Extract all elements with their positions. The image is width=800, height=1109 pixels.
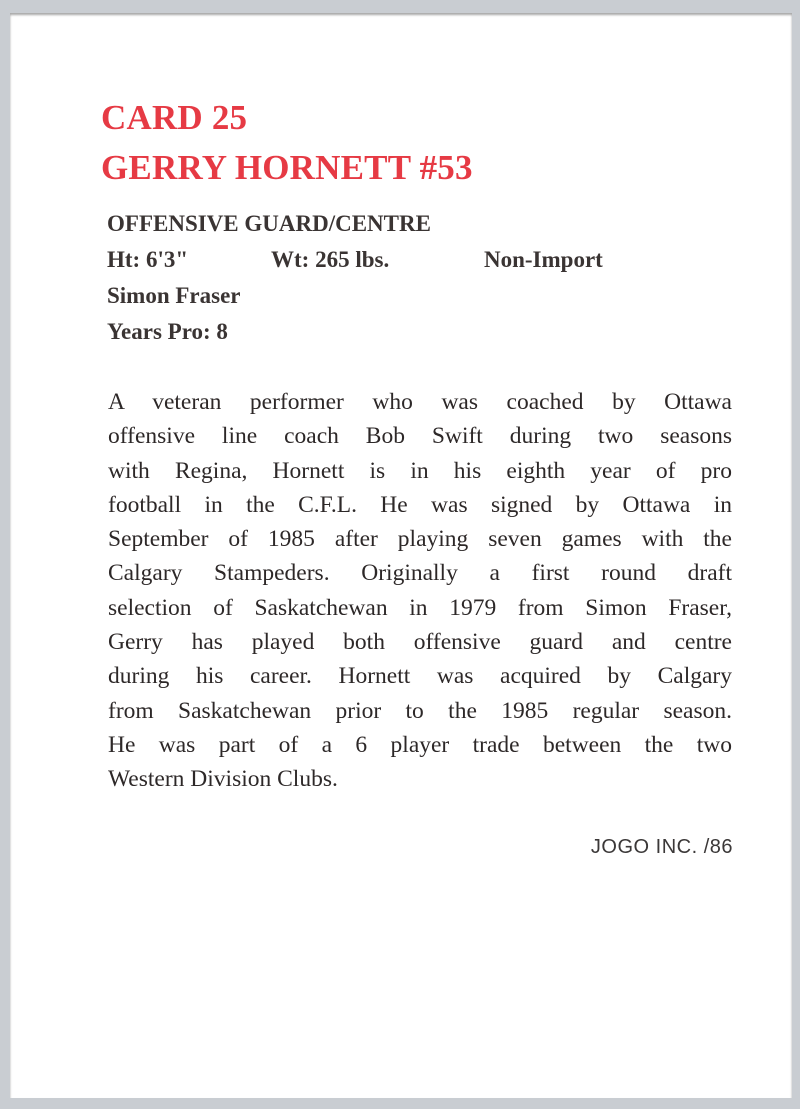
player-name-number: GERRY HORNETT #53 — [101, 148, 473, 187]
player-college: Simon Fraser — [107, 283, 241, 308]
player-measurements — [107, 242, 603, 278]
bio-line: A veteran performer who was coached by Ottawa — [108, 389, 732, 415]
bio-line: football in the C.F.L. He was signed by Ottawa in — [108, 491, 732, 518]
player-position: OFFENSIVE GUARD/CENTRE — [107, 211, 431, 236]
bio-line: He was part of a 6 player trade between the two — [108, 731, 732, 758]
card-number: CARD 25 — [101, 98, 248, 137]
bio-line: during his career. Hornett was acquired by Calgary — [108, 663, 732, 690]
bio-line: Gerry has played both offensive guard and centre — [108, 629, 732, 656]
publisher-credit: JOGO INC. /86 — [590, 836, 733, 858]
bio-line: from Saskatchewan prior to the 1985 regular season. — [108, 697, 732, 724]
trading-card-back — [10, 13, 792, 1098]
player-status: Non-Import — [484, 247, 603, 272]
player-biography — [108, 385, 732, 797]
bio-line: Calgary Stampeders. Originally a first round draft — [108, 560, 732, 587]
player-height: Ht: 6'3" — [107, 247, 189, 272]
bio-line: Western Division Clubs. — [108, 766, 338, 793]
player-weight: Wt: 265 lbs. — [271, 247, 390, 272]
bio-line: offensive line coach Bob Swift during two seasons — [108, 423, 732, 450]
bio-line: September of 1985 after playing seven games with the — [108, 526, 732, 553]
bio-line: selection of Saskatchewan in 1979 from Simon Fraser, — [108, 594, 732, 621]
player-info — [107, 206, 603, 350]
card-header — [101, 93, 473, 193]
bio-line: with Regina, Hornett is in his eighth year of pro — [108, 457, 732, 484]
player-years-pro: Years Pro: 8 — [107, 319, 228, 344]
